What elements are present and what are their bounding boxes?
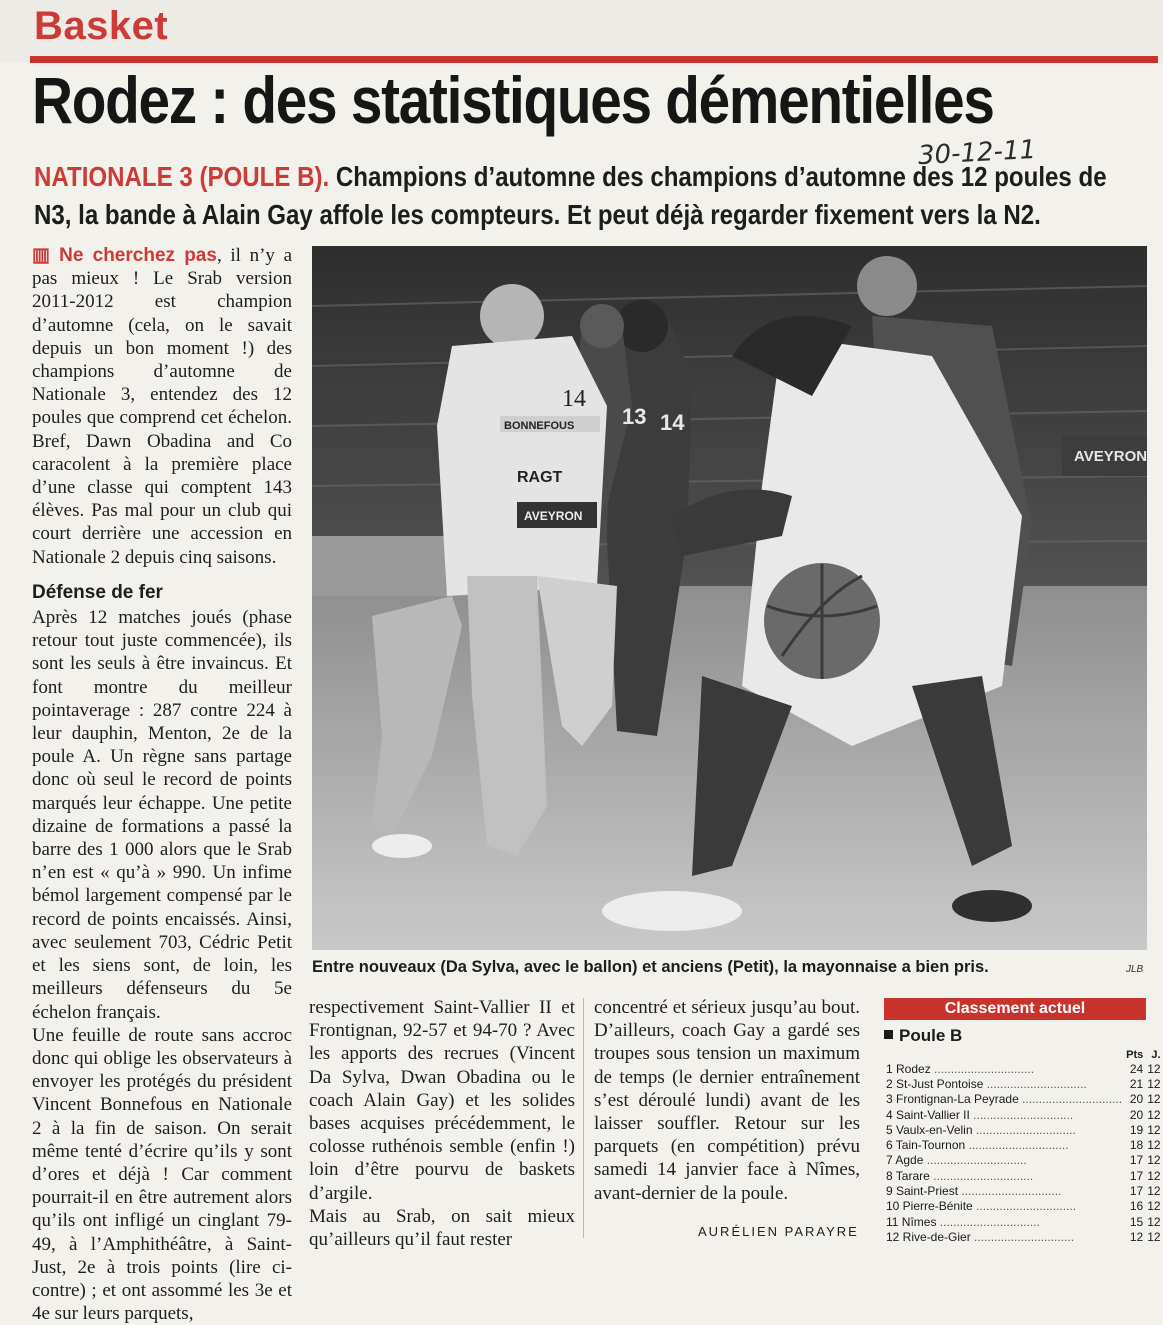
- standfirst-text: Champions d’automne des champions d’automne des 12 poules de N3, la bande à Alain Gay affole les compteurs. Et peut déjà regarder fixement vers la N2.: [34, 161, 1107, 230]
- standings-row: [884, 1229, 1163, 1244]
- subheading: Défense de fer: [32, 581, 292, 604]
- article-column-2: [309, 996, 575, 1251]
- paragraph-3: Une feuille de route sans accroc donc qui oblige les observateurs à envoyer les protégés du président Vincent Bonnefous en Nationale 2 à la fin de saison. On serait même tenté d’écrire qu’ils y sont d’ores et déjà ! Car comment pourrait-il en être autrement alors qu’ils ont infligé un cinglant 79-49, à l’Amphithéâtre, à Saint-Just, 2e à trois points (lire ci-contre) ; et ont assommé les 3e et 4e sur leurs parquets,: [32, 1024, 292, 1325]
- leader-dots: ..............................: [965, 1138, 1068, 1152]
- standings-row: [884, 1092, 1163, 1107]
- team-played: 12: [1145, 1061, 1162, 1076]
- team-name: 10 Pierre-Bénite ..............................: [884, 1199, 1124, 1214]
- jersey-number-13: 13: [622, 404, 646, 429]
- column-rule: [583, 998, 584, 1238]
- byline: AURÉLIEN PARAYRE: [698, 1224, 859, 1239]
- leader-dots: ..............................: [931, 1062, 1034, 1076]
- lead-text: , il n’y a pas mieux ! Le Srab version 2011-2012 est champion d’automne (cela, on le savait depuis un bon moment !) des champions d’automne de Nationale 3, entendez des 12 poules que comprend cet échelon. Bref, Dawn Obadina and Co caracolent à la première place d’une classe qui comptent 143 élèves. Pas mal pour un club qui court derrière une accession en Nationale 2 depuis cinq saisons.: [32, 245, 292, 568]
- leader-dots: ..............................: [923, 1153, 1026, 1167]
- standings-row: [884, 1122, 1163, 1137]
- col2-paragraph-2: Mais au Srab, on sait mieux qu’ailleurs qu’il faut rester: [309, 1205, 575, 1251]
- lead-marker: ▥: [32, 245, 59, 266]
- standings-row: [884, 1061, 1163, 1076]
- standings-row: [884, 1153, 1163, 1168]
- section-label: Basket: [34, 4, 168, 49]
- jersey-number-14-dark: 14: [660, 410, 685, 435]
- team-points: 16: [1124, 1199, 1145, 1214]
- team-name: 9 Saint-Priest ..............................: [884, 1183, 1124, 1198]
- headline: Rodez : des statistiques démentielles: [32, 62, 995, 138]
- team-played: 12: [1145, 1214, 1162, 1229]
- team-played: 12: [1145, 1153, 1162, 1168]
- sponsor-aveyron: AVEYRON: [524, 509, 582, 523]
- standfirst: [34, 158, 1143, 234]
- team-name: 11 Nîmes ..............................: [884, 1214, 1124, 1229]
- leader-dots: ..............................: [958, 1184, 1061, 1198]
- standings-row: [884, 1168, 1163, 1183]
- leader-dots: ..............................: [973, 1199, 1076, 1213]
- team-points: 20: [1124, 1092, 1145, 1107]
- standings-row: [884, 1076, 1163, 1091]
- leader-dots: ..............................: [936, 1215, 1039, 1229]
- lead-paragraph: [32, 244, 292, 569]
- team-name: 5 Vaulx-en-Velin ..............................: [884, 1122, 1124, 1137]
- header-strip: [0, 0, 1163, 62]
- standfirst-kicker: NATIONALE 3 (POULE B).: [34, 161, 329, 192]
- team-points: 19: [1124, 1122, 1145, 1137]
- team-played: 12: [1145, 1229, 1162, 1244]
- team-played: 12: [1145, 1168, 1162, 1183]
- team-points: 21: [1124, 1076, 1145, 1091]
- team-name: 2 St-Just Pontoise ..............................: [884, 1076, 1124, 1091]
- leader-dots: ..............................: [930, 1169, 1033, 1183]
- standings-box: [884, 998, 1146, 1245]
- jersey-number-14: 14: [562, 386, 586, 412]
- basketball-photo-illustration: [312, 246, 1147, 950]
- leader-dots: ..............................: [971, 1230, 1074, 1244]
- team-played: 12: [1145, 1122, 1162, 1137]
- sponsor-ragt: RAGT: [517, 469, 563, 486]
- standings-group: [884, 1026, 1146, 1046]
- handwritten-date: 30-12-11: [917, 135, 1036, 171]
- article-photo: [312, 246, 1147, 950]
- team-name: 6 Tain-Tournon ..............................: [884, 1137, 1124, 1152]
- standings-body: [884, 1061, 1163, 1245]
- team-played: 12: [1145, 1076, 1162, 1091]
- team-name: 3 Frontignan-La Peyrade ..............................: [884, 1092, 1124, 1107]
- leader-dots: ..............................: [970, 1108, 1073, 1122]
- article-column-3: [594, 996, 860, 1205]
- team-points: 18: [1124, 1137, 1145, 1152]
- standings-table: [884, 1048, 1163, 1245]
- team-name: 12 Rive-de-Gier ..............................: [884, 1229, 1124, 1244]
- team-name: 8 Tarare ..............................: [884, 1168, 1124, 1183]
- col2-paragraph-1: respectivement Saint-Vallier II et Frontignan, 92-57 et 94-70 ? Avec les apports des recrues (Vincent Da Sylva, Dwan Obadina ou le coach Alain Gay) et les solides bases acquises précédemment, le colosse ruthénois semble (enfin !) loin d’être pourvu de baskets d’argile.: [309, 996, 575, 1205]
- team-points: 15: [1124, 1214, 1145, 1229]
- team-points: 24: [1124, 1061, 1145, 1076]
- paragraph-2: Après 12 matches joués (phase retour tout juste commencée), ils sont les seuls à être invaincus. Et font montre du meilleur pointaverage : 287 contre 224 à leur dauphin, Menton, 2e de la poule A. Un règne sans partage donc où seul le record de points marqués leur échappe. Une petite dizaine de formations a passé la barre des 1 000 alors que le Srab n’en est « qu’à » 990. Un infime bémol largement compensé par le record de points encaissés. Ainsi, avec seulement 703, Cédric Petit et les siens sont, de loin, les meilleurs défenseurs du 5e échelon français.: [32, 606, 292, 1024]
- team-points: 17: [1124, 1183, 1145, 1198]
- team-name: 1 Rodez ..............................: [884, 1061, 1124, 1076]
- leader-dots: ..............................: [983, 1077, 1086, 1091]
- standings-row: [884, 1137, 1163, 1152]
- standings-group-label: Poule B: [899, 1026, 962, 1045]
- sponsor-bonnefous: BONNEFOUS: [504, 420, 574, 432]
- leader-dots: ..............................: [1019, 1092, 1122, 1106]
- team-points: 17: [1124, 1153, 1145, 1168]
- team-name: 4 Saint-Vallier II ..............................: [884, 1107, 1124, 1122]
- standings-row: [884, 1199, 1163, 1214]
- standings-row: [884, 1183, 1163, 1198]
- banner-aveyron: AVEYRON: [1074, 448, 1147, 465]
- team-header: [884, 1048, 1124, 1061]
- j-header: J.: [1145, 1048, 1162, 1061]
- standings-row: [884, 1214, 1163, 1229]
- team-played: 12: [1145, 1092, 1162, 1107]
- col3-paragraph-1: concentré et sérieux jusqu’au bout. D’ailleurs, coach Gay a gardé ses troupes sous tension un maximum de temps (le dernier entraînement s’est déroulé lundi) avant de les laisser souffler. Retour sur les parquets (en compétition) prévu samedi 14 janvier face à Nîmes, avant-dernier de la poule.: [594, 996, 860, 1205]
- standings-title: Classement actuel: [884, 998, 1146, 1020]
- square-bullet-icon: [884, 1030, 893, 1039]
- team-played: 12: [1145, 1199, 1162, 1214]
- team-points: 12: [1124, 1229, 1145, 1244]
- team-played: 12: [1145, 1137, 1162, 1152]
- photo-credit: JLB: [1126, 964, 1143, 975]
- team-points: 17: [1124, 1168, 1145, 1183]
- standings-row: [884, 1107, 1163, 1122]
- team-played: 12: [1145, 1183, 1162, 1198]
- lead-words: Ne cherchez pas: [59, 245, 217, 266]
- article-column-1: [32, 244, 292, 1325]
- team-points: 20: [1124, 1107, 1145, 1122]
- team-played: 12: [1145, 1107, 1162, 1122]
- standings-header-row: [884, 1048, 1163, 1061]
- team-name: 7 Agde ..............................: [884, 1153, 1124, 1168]
- pts-header: Pts: [1124, 1048, 1145, 1061]
- photo-caption: Entre nouveaux (Da Sylva, avec le ballon) et anciens (Petit), la mayonnaise a bien pris.: [312, 958, 1122, 977]
- leader-dots: ..............................: [973, 1123, 1076, 1137]
